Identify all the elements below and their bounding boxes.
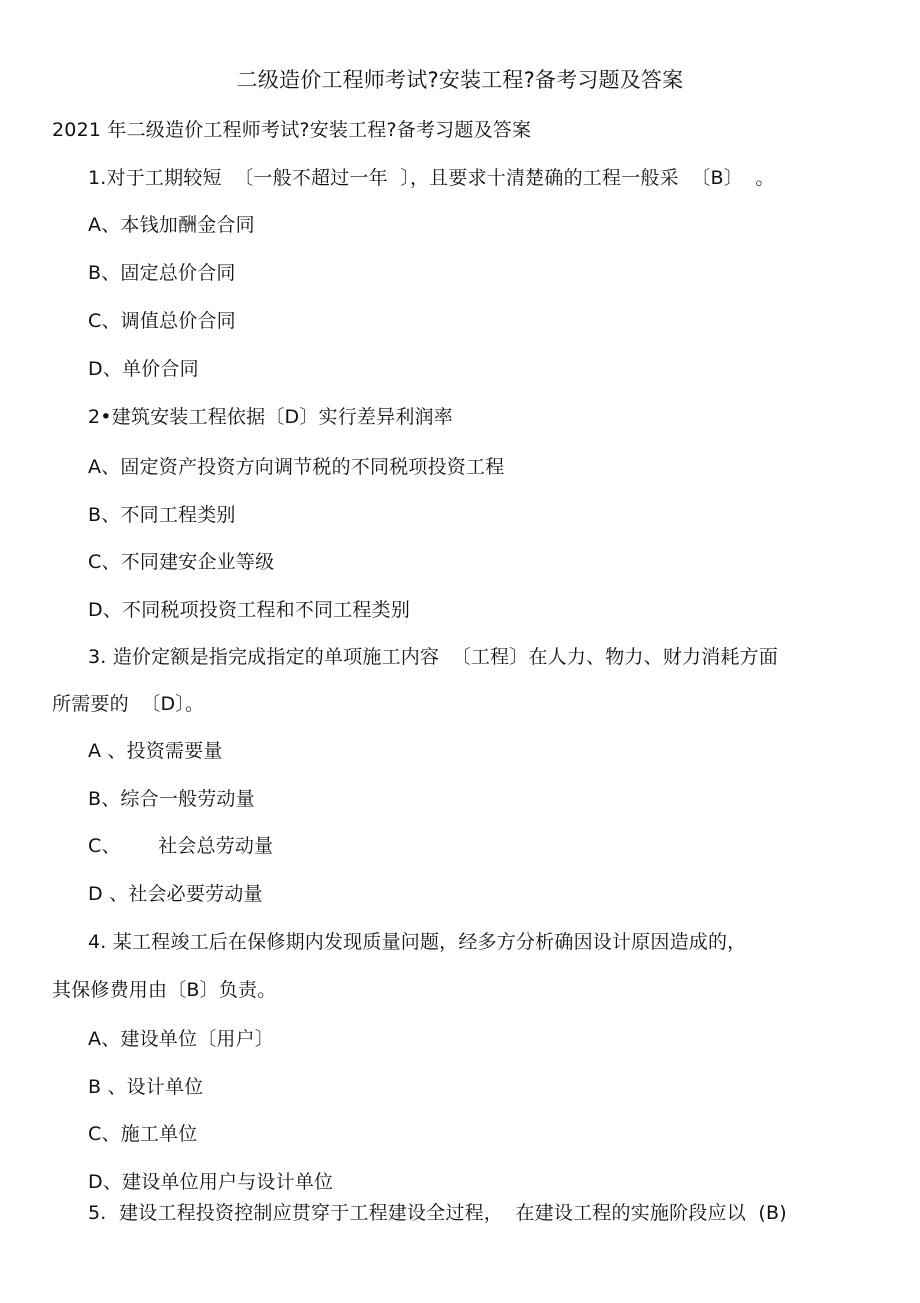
question-3-stem-line-2: 所需要的 〔D〕。 — [52, 693, 205, 715]
document-title: 二级造价工程师考试?安装工程?备考习题及答案 — [236, 68, 684, 92]
question-1-option-b: B、固定总价合同 — [88, 262, 236, 284]
question-5-stem: 5. 建设工程投资控制应贯穿于工程建设全过程， 在建设工程的实施阶段应以 (B) — [88, 1202, 787, 1224]
question-4-option-b: B 、设计单位 — [88, 1076, 204, 1098]
question-3-option-c: C、 社会总劳动量 — [88, 835, 274, 857]
question-2-option-a: A、固定资产投资方向调节税的不同税项投资工程 — [88, 456, 505, 478]
question-2-option-c: C、不同建安企业等级 — [88, 551, 275, 573]
question-4-option-d: D、建设单位用户与设计单位 — [88, 1171, 334, 1193]
question-3-option-a: A 、投资需要量 — [88, 740, 223, 762]
question-4-option-a: A、建设单位〔用户〕 — [88, 1028, 274, 1050]
question-2-option-d: D、不同税项投资工程和不同工程类别 — [88, 599, 411, 621]
question-2-option-b: B、不同工程类别 — [88, 504, 236, 526]
question-4-stem-line-2: 其保修费用由〔B〕负责。 — [52, 979, 277, 1001]
document-subtitle: 2021 年二级造价工程师考试?安装工程?备考习题及答案 — [52, 119, 532, 141]
question-1-option-c: C、调值总价合同 — [88, 310, 236, 332]
question-1-stem: 1.对于工期较短 〔一般不超过一年 〕，且要求十清楚确的工程一般采 〔B〕 。 — [88, 167, 775, 189]
question-1-option-a: A、本钱加酬金合同 — [88, 214, 255, 236]
question-4-option-c: C、施工单位 — [88, 1123, 198, 1145]
question-3-stem-line-1: 3. 造价定额是指完成指定的单项施工内容 〔工程〕在人力、物力、财力消耗方面 — [88, 646, 779, 668]
question-3-option-b: B、综合一般劳动量 — [88, 788, 255, 810]
question-4-stem-line-1: 4. 某工程竣工后在保修期内发现质量问题，经多方分析确因设计原因造成的， — [88, 931, 747, 953]
question-2-stem: 2•建筑安装工程依据〔D〕实行差异利润率 — [88, 406, 453, 428]
question-3-option-d: D 、社会必要劳动量 — [88, 883, 263, 905]
question-1-option-d: D、单价合同 — [88, 358, 199, 380]
